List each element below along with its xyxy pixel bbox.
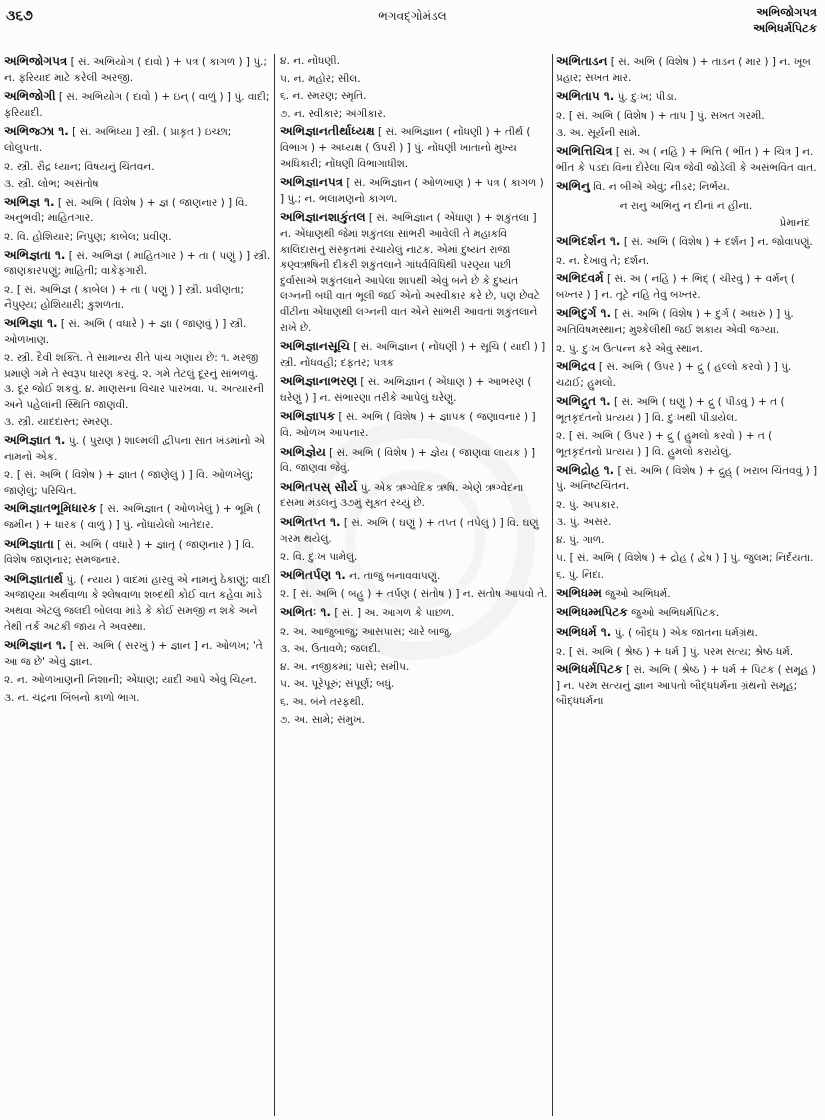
headword: અભિજ્ઞાનસૂચિ [280,339,350,354]
definition-text: ૩. સ્ત્રી. લોભ; અસંતોષ [4,178,99,191]
headword: અભિધમ્મ [556,585,602,600]
book-title: ભગવદ્ગોમંડલ [378,9,447,23]
entry-sense [4,673,271,689]
definition-text: ૪. પું. ગાળ. [556,534,605,547]
running-head [753,4,817,36]
definition-text: [ સં. અભિ ( વિશેષ ) + દુર્ગ ( અઘરું ) ] પું. અતિવિષમસ્થાન; મુશ્કેલીથી જઈ શકાય એવી જગ્યા. [556,308,794,336]
running-head-first: અભિજોગપત્ર [756,5,817,19]
definition-text: ૪. અ. નજીકમાં; પાસે; સમીપ. [280,660,410,673]
definition-text: પું. એક ઋગ્વેદિક ઋષિ. એણે ઋગ્વેદના દસમા મંડલનું ૩૭મું સૂક્ત રચ્યું છે. [280,481,524,510]
headword: અભિદર્શન ૧. [556,233,621,248]
entry-sense [280,550,550,566]
headword: અભિજ્ઞેય [280,444,326,459]
entry-sense [280,677,550,693]
definition-text: ૨. [ સં. અભિજ્ઞ ( કાબેલ ) + તા ( પણું ) ] સ્ત્રી. પ્રવીણતા; નૈપુણ્ય; હોશિયારી; કુશળતા. [4,283,245,312]
definition-text: [ સં. અભિજ્ઞાત ( ઓળખેલું ) + ભૂમિ ( જમીન ) + ધારક ( વાળું ) ] પું. નોંધાયેલો ખાતેદાર. [4,503,261,532]
headword: અભિદ્રુત ૧. [556,394,611,409]
entry-sense [4,230,271,246]
dictionary-entry [556,662,820,710]
dictionary-entry [4,433,271,465]
definition-text: ૩. ન. ચંદ્રના બિંબનો કાળો ભાગ. [4,691,140,704]
entry-sense [280,107,550,123]
definition-text: જુઓ અભિધર્મપિટક. [627,607,720,620]
entry-sense [280,587,550,603]
dictionary-entry [556,144,820,176]
definition-text: પું. ( બૌદ્ધ ) એક જાતના ધર્મગ્રંથ. [611,627,758,639]
entry-sense [556,645,820,661]
entry-sense [280,642,550,658]
entry-sense [4,177,271,193]
dictionary-entry [280,339,550,371]
dictionary-entry [556,586,820,603]
running-head-last: અભિધર્મપિટક [753,21,817,35]
dictionary-entry [4,54,271,86]
entry-sense [280,695,550,711]
definition-text: ૨. ન. દેખાવું તે; દર્શન. [556,254,650,267]
dictionary-entry [556,359,820,391]
headword: અભિજ્ઞાનતીર્થાધ્યક્ષ [280,124,375,139]
definition-text: ૭. ન. સ્વીકાર; અંગીકાર. [280,107,386,120]
headword: અભિતઃ ૧. [280,605,331,619]
entry-sense [556,429,820,460]
definition-text: [ સં. અભિ ( વિશેષ ) + દર્શન ] ન. જોવાપણું. [620,235,813,248]
headword: અભિદવર્મ [556,271,604,286]
column-divider [274,54,275,1116]
headword: અભિતાપ ૧. [556,89,615,104]
definition-text: પું. ( ન્યાય ) વાદમાં હારવું એ નામનું ઠેકાણું; વાદી અજાણ્યા અર્થવાળા કે શ્લેષવાળા શબ્દથી કોઈ વાત કહેવા માંડે અથવા એટલું જલદી બોલવા માંડે કે કોઈ સમજી ન શકે અને તેથી તર્ક અટકી જાય તે અવસ્થા. [4,573,271,633]
headword: અભિજોગપત્ર [4,54,68,68]
dictionary-entry [4,501,271,533]
definition-text: ૨. [ સં. અભિ ( વિશેષ ) + તાપ ] પું. સખત ગરમી. [556,109,765,122]
dictionary-entry [4,572,271,635]
dictionary-entry [4,316,271,348]
entry-sense [4,468,271,499]
definition-text: ન. તાજું બનાવવાપણું. [345,569,441,582]
entry-sense [556,109,820,125]
definition-text: [ સં. અભિ ( વિશેષ ) + તાડન ( માર ) ] ન. ખૂબ પ્રહાર; સખત માર. [556,56,811,84]
dictionary-entry [280,124,550,172]
entry-sense [280,72,550,88]
definition-text: પ્રેમાનંદ [779,217,810,230]
entry-sense [556,216,820,232]
definition-text: ન રાનુ અભિનુ ન દીનાં ન હીના. [619,199,753,212]
definition-text: ૨. પું. અપકાર. [556,498,619,511]
headword: અભિદ્રવ [556,359,596,374]
definition-text: ૭. અ. સામે; સંમુખ. [280,713,365,726]
definition-text: [ સં. અભિ ( સરખું ) + જ્ઞાન ] ન. ઓળખ; 'તે આ જ છે' એવું જ્ઞાન. [4,640,263,668]
definition-text: પું. દુઃખ; પીડા. [614,91,677,104]
dictionary-entry [4,248,271,280]
dictionary-entry [4,638,271,670]
definition-text: [ સં. અભિ ( વિશેષ ) + જ્ઞેય ( જાણવા લાયક ) ] વિ. જાણવા જેવું. [280,446,536,475]
dictionary-entry [556,54,820,86]
definition-text: [ સં. અભિજ્ઞ ( માહિતગાર ) + તા ( પણું ) ] સ્ત્રી. જાણકારપણું; માહિતી; વાકેફગારી. [4,249,271,278]
definition-text: ૩. પું. અસર. [556,516,612,529]
headword: અભિજ્ઝા ૧. [4,124,69,139]
definition-text: [ સં. અભિજ્ઞાન ( ઓળખાણ ) + પત્ર ( કાગળ ) ] પું.; ન. ભલામણનો કાગળ. [280,177,544,205]
entry-sense [556,533,820,549]
definition-text: જુઓ અભિધર્મ. [601,587,671,600]
headword: અભિજ્ઞાનાભરણ [280,374,358,389]
dictionary-entry [4,537,271,569]
dictionary-entry [280,409,550,441]
definition-text: ૨. [ સં. અભિ ( વિશેષ ) + જ્ઞાત ( જાણેલું ) ] વિ. ઓળખેલું; જાણેલું; પરિચિત. [4,469,254,497]
dictionary-entry [556,271,820,303]
headword: અભિજ્ઞાત ૧. [4,433,66,448]
headword: અભિધર્મ ૧. [556,625,612,639]
definition-text: ૫. [ સં. અભિ ( વિશેષ ) + દ્રોહ ( દ્વેષ ) ] પું. જુલમ; નિર્દયતા. [556,551,814,564]
headword: અભિત્તિચિત્ર [556,143,613,158]
headword: અભિજ્ઞતા ૧. [4,247,66,262]
entry-sense [280,625,550,641]
headword: અભિજ્ઞાન ૧. [4,638,67,653]
definition-text: ૫. ન. મહોર; સીલ. [280,72,361,85]
column-right [556,54,820,1116]
definition-text: ૨. વિ. દુઃખ પામેલું. [280,551,358,564]
headword: અભિધમ્મપિટક [556,605,628,620]
dictionary-entry [556,234,820,251]
dictionary-entry [556,306,820,338]
headword: અભિતાડન [556,54,608,68]
headword: અભિધર્મપિટક [556,662,623,677]
definition-text: [ સં. અભિધ્યા ] સ્ત્રી. ( પ્રાકૃત ) ઇચ્છા; લોલુપતા. [4,126,232,154]
dictionary-entry [280,175,550,207]
entry-sense [556,342,820,358]
headword: અભિજોગી [4,89,56,104]
definition-text: ૩. અ. સૂર્યની સામે. [556,127,641,140]
definition-text: [ સં. ] અ. આગળ કે પાછળ. [331,607,455,619]
entry-sense [4,160,271,176]
definition-text: [ સં. અભિયોગ ( દાવો ) + પત્ર ( કાગળ ) ] પું.; ન. ફરિયાદ માટે કરેલી અરજી. [4,56,268,84]
column-middle [280,54,550,1116]
definition-text: [ સં. અભિજ્ઞાન ( એંધાણ ) + શકુંતલા ] ન. એંધાણથી જેમાં શકુંતલા સાંભરી આવેલી તે મહાકવિ કાલિદાસનું સંસ્કૃતમાં રચાયેલું નાટક. એમાં દુષ્યંત રાજા કણ્વઋષિની દીકરી શકુંતલાને ગાંધર્વવિધિથી પરણ્યા પછી દુર્વાસાએ શકુંતલાને આપેલા શાપથી એવું બને છે કે દુષ્યંત લગ્નની બધી વાત ભૂલી જઈ એનો અસ્વીકાર કરે છે, પણ છેવટે વીંટીના એંધાણથી લગ્નની વાત એને સાંભરી આવતાં શકુંતલાને રાખે છે. [280,212,540,334]
dictionary-entry [556,394,820,426]
definition-text: [ સં. અભિ ( વધારે ) + જ્ઞાતૃ ( જાણનાર ) ] વિ. વિશેષ જાણનાર; સમજનાર. [4,538,255,567]
dictionary-entry [556,625,820,642]
dictionary-entry [4,124,271,156]
headword: અભિજ્ઞાતભૂમિધારક [4,501,97,516]
headword: અભિજ્ઞાતાર્થ [4,571,63,586]
dictionary-entry [280,605,550,622]
definition-text: [ સં. અભિ ( વિશેષ ) + જ્ઞાપક ( જણાવનાર ) ] વિ. ઓળખ આપનાર. [280,411,536,440]
dictionary-entry [556,89,820,106]
headword: અભિદ્રોહ ૧. [556,462,615,477]
entry-sense [280,713,550,729]
entry-sense [556,568,820,584]
entry-sense [4,691,271,707]
definition-text: ૨. ન. ઓળખાણની નિશાની; એંધાણ; યાદી આપે એવું ચિહ્ન. [4,674,257,687]
definition-text: ૨. [ સં. અભિ ( ઉપર ) + દ્રુ ( હુમલો કરવો ) + ત ( ભૂતકૃદંતનો પ્રત્યય ) ] વિ. હુમલો કરાયેલું. [556,430,773,459]
definition-text: [ સં. અભિ ( ઘણું ) + દ્રુ ( પીડવું ) + ત ( ભૂતકૃદંતનો પ્રત્યય ) ] વિ. દુઃખથી પીડાયેલ. [556,396,785,424]
definition-text: ૨. પું. દુઃખ ઉત્પન્ન કરે એવું સ્થાન. [556,342,703,355]
dictionary-entry [280,568,550,585]
definition-text: ૨. વિ. હોશિયાર; નિપુણ; કાબેલ; પ્રવીણ. [4,230,172,243]
definition-text: [ સં. અભિ ( શ્રેષ્ઠ ) + ધર્મ + પિટક ( સમૂહ ) ] ન. પરમ સત્યનું જ્ઞાન આપતો બૌદ્ધધર્મના ગ્રંથનો સમૂહ; બૌદ્ધધર્મના [556,664,816,708]
definition-text: ૬. અ. બંને તરફથી. [280,695,365,708]
definition-text: ૨. સ્ત્રી. દૈવી શક્તિ. તે સામાન્ય રીતે પાંચ ગણાય છે: ૧. મરજી પ્રમાણે ગમે તે સ્વરૂપ ધારણ કરવું. ૨. ગમે તેટલું દૂરનું સાંભળવું. ૩. દૂર જોઈ શકવું. ૪. માણસના વિચાર પારખવા. ૫. અત્યારની અને પહેલાંની સ્થિતિ જાણવી. [4,352,264,411]
definition-text: ૩. અ. ઉતાવળે; જલદી. [280,643,381,656]
headword: અભિતર્પણ ૧. [280,567,346,582]
definition-text: ૫. અ. પૂરેપૂરું; સંપૂર્ણ; બધું. [280,678,395,691]
dictionary-entry [4,195,271,227]
definition-text: ૪. ન. નોંધણી. [280,55,340,67]
definition-text: વિ. ન બીએ એવું; નીડર; નિર્ભય. [589,181,730,194]
dictionary-entry [280,515,550,547]
page-number: ૩૬૭ [6,8,33,24]
definition-text: પું. ( પુરાણ ) શાલ્મલી દ્વીપના સાત ખંડમાંનો એ નામનો એક. [4,435,265,463]
headword: અભિજ્ઞા ૧. [4,315,58,330]
headword: અભિતપસ્ સૌર્ય [280,479,358,494]
definition-text: [ સં. અ ( નહિ ) + ભિદ્ ( ચીરવું ) + વર્મન્ ( બખ્તર ) ] ન. તૂટે નહિ તેવું બખ્તર. [556,273,795,301]
headword: અભિજ્ઞાતા [4,536,54,551]
dictionary-entry [556,605,820,622]
entry-sense [556,126,820,142]
entry-sense [556,254,820,270]
headword: અભિજ્ઞ ૧. [4,194,55,209]
definition-text: ૨. [ સં. અભિ ( શ્રેષ્ઠ ) + ધર્મ ] પું. પરમ સત્ય; શ્રેષ્ઠ ધર્મ. [556,645,794,658]
entry-sense [280,89,550,105]
definition-text: [ સં. અભિ ( વિશેષ ) + દ્રુહ્ ( ખરાબ ચિંતવવું ) ] પું. અનિષ્ટચિંતન. [556,464,818,493]
definition-text: ૨. [ સં. અભિ ( બહુ ) + તર્પણ ( સંતોષ ) ] ન. સંતોષ આપવો તે. [280,588,548,601]
entry-sense [556,498,820,514]
column-left [4,54,271,1116]
definition-text: [ સં. અભિજ્ઞાન ( નોંધણી ) + તીર્થ ( વિભાગ ) + અધ્યક્ષ ( ઉપરી ) ] પું. નોંધણી ખાતાનો મુખ્ય અધિકારી; નોંધણી વિભાગાધીશ. [280,126,531,170]
dictionary-entry [280,480,550,512]
entry-sense [556,199,820,215]
dictionary-entry [280,374,550,406]
definition-text: [ સં. અભિયોગ ( દાવો ) + ઇન્ ( વાળું ) ] પું. વાદી; ફરિયાદી. [4,91,270,119]
entry-sense [4,415,271,431]
headword: અભિજ્ઞાનશાકુંતલ [280,210,366,225]
definition-text: ૬. ન. સ્મરણ; સ્મૃતિ. [280,90,367,103]
headword: અભિજ્ઞાનપત્ર [280,175,344,190]
headword: અભિતપ્ત ૧. [280,515,341,530]
headword: અભિજ્ઞાપક [280,409,336,424]
definition-text: [ સં. અ ( નહિ ) + ભિત્તિ ( ભીંત ) + ચિત્ર ] ન. ભીંત કે પડદા વિના દોરેલા ચિત્ર જેવી જોડેલી કે અસંભવિત વાત. [556,145,817,174]
page-header [0,0,825,50]
definition-text: [ સં. અભિ ( વધારે ) + જ્ઞા ( જાણવું ) ] સ્ત્રી. ઓળખાણ. [4,317,247,346]
definition-text: [ સં. અભિ ( વિશેષ ) + જ્ઞ ( જાણનાર ) ] વિ. અનુભવી; માહિતગાર. [4,196,248,225]
definition-text: [ સં. અભિજ્ઞાન ( એંધાણ ) + આભરણ ( ઘરેણું ) ] ન. સંભારણા તરીકે આપેલું ઘરેણું. [280,376,532,404]
definition-text: ૨. અ. આજુબાજુ; આસપાસ; ચારે બાજુ. [280,625,453,638]
entry-sense [556,551,820,567]
dictionary-entry [556,463,820,495]
definition-text: ૩. સ્ત્રી. યાદદાસ્ત; સ્મરણ. [4,416,113,429]
dictionary-entry [4,89,271,121]
dictionary-entry [556,179,820,196]
entry-sense [4,351,271,413]
headword: અભિદુર્ગ ૧. [556,306,612,321]
definition-text: [ સં. અભિ ( ઉપર ) + દ્રુ ( હલ્લો કરવો ) ] પું. ચઢાઈ; હુમલો. [556,361,792,389]
dictionary-entry [280,445,550,477]
definition-text: [ સં. અભિજ્ઞાન ( નોંધણી ) + સૂચિ ( યાદી ) ] સ્ત્રી. નોંધવહી; દફતર; પત્રક [280,341,546,369]
definition-text: ૨. સ્ત્રી. રૌદ્ર ધ્યાન; વિષયનું ચિંતવન. [4,160,155,173]
definition-text: [ સં. અભિ ( ઘણું ) + તપ્ત ( તપેલું ) ] વિ. ઘણું ગરમ થયેલું. [280,517,539,545]
column-divider [552,54,553,1116]
dictionary-entry [280,210,550,336]
entry-sense [4,283,271,314]
entry-sense [280,660,550,676]
headword: અભિનુ [556,179,590,194]
entry-sense [280,54,550,70]
definition-text: ૬. પું. નિંદા. [556,569,605,582]
entry-sense [556,515,820,531]
